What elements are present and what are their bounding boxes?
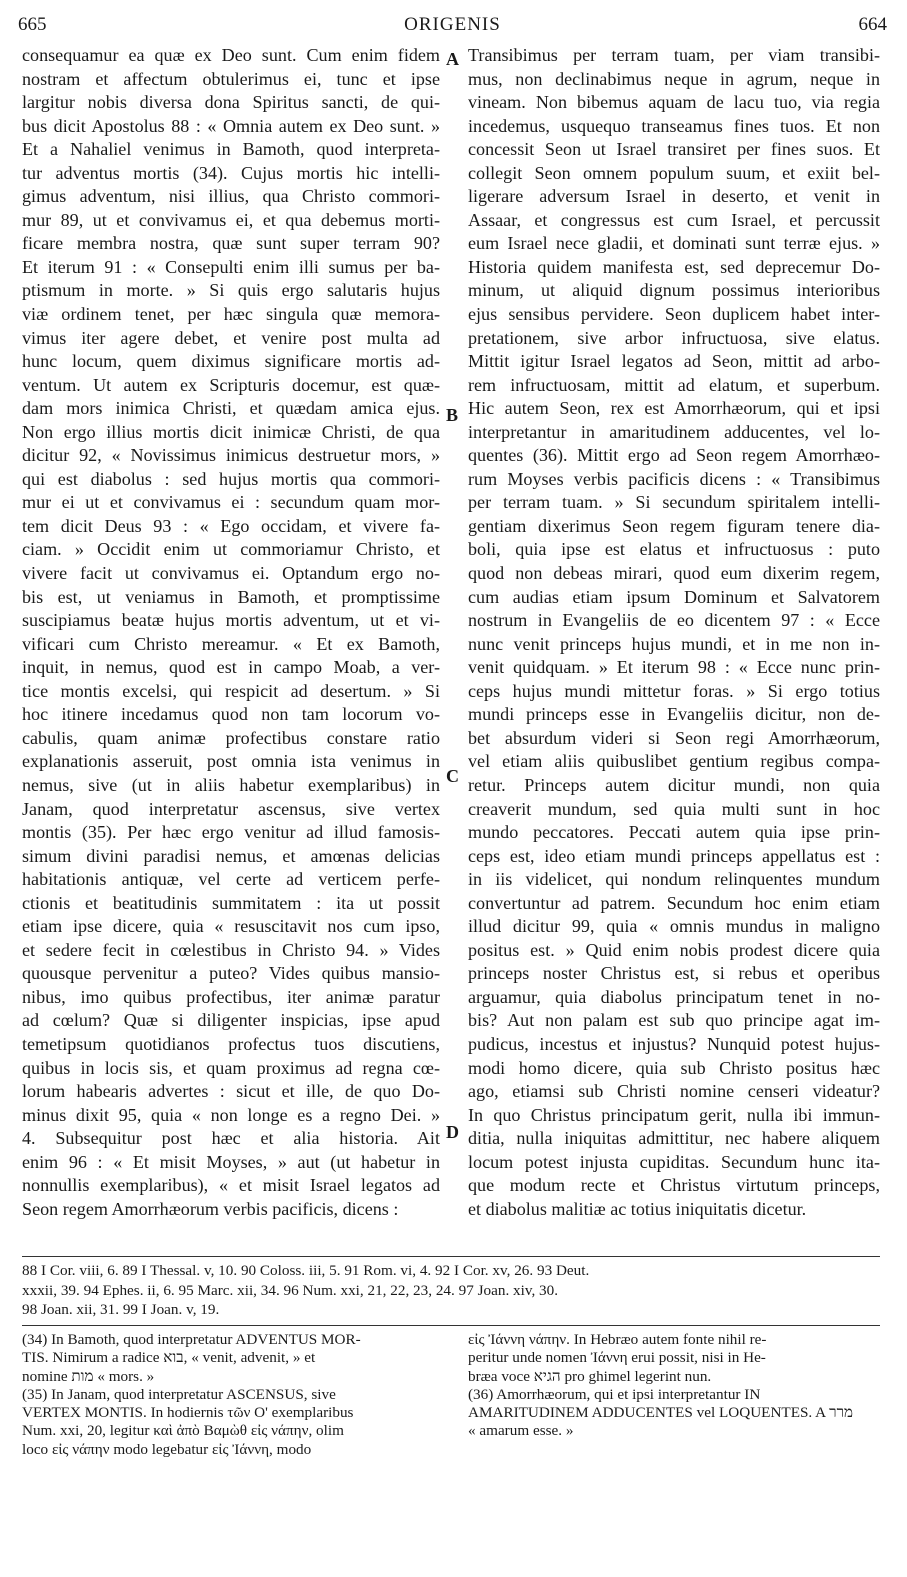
text-line: ficare membra nostra, quæ sunt super terram 90? [22,233,440,254]
note-line: TIS. Nimirum a radice בוא, « venit, advenit, » et [22,1349,316,1367]
text-line: ceps hujus mundi mittetur foras. » Si ergo totius [468,680,880,701]
text-line: bis est, ut veniamus in Bamoth, et promptissime [22,586,440,607]
text-line: tem dicit Deus 93 : « Ego occidam, et vivere fa- [22,515,440,536]
text-line: et diabolus malitiæ ac totius iniquitatis dicetur. [468,1198,807,1219]
note-line: Num. xxi, 20, legitur καὶ ἀπὸ Βαμὼθ εἰς νάπην, olim [22,1422,344,1440]
notes-rule [22,1325,880,1326]
text-line: quod non debeas mirari, quod eum dixerim regem, [468,563,880,584]
text-line: concessit Seon ut Israel transiret per fines suos. Et [468,139,880,160]
text-line: consequamur ea quæ ex Deo sunt. Cum enim fidem [22,45,440,65]
notes-right-column [468,1331,880,1441]
text-line: ciam. » Occidit enim ut commoriamur Christo, et [22,539,440,560]
text-line: inquit, in nemus, quod est in campo Moab, a ver- [22,657,440,678]
note-line: loco εἰς νάπην modo legebatur εἰς Ἰάννη, modo [22,1440,312,1458]
text-line: vificari cum Christo mereamur. « Et ex Bamoth, [22,633,440,654]
text-line: arguamur, quia diabolus principatum tenet in no- [468,986,880,1007]
text-line: eum Israel nece gladii, et dominati sunt terræ ejus. » [468,233,880,254]
text-line: bis? Aut non palam est sub quo principe agat im- [468,1010,880,1031]
note-line: (35) In Janam, quod interpretatur ASCENSUS, sive [22,1385,336,1403]
page-number-right: 664 [858,14,887,35]
text-line: Et a Nahaliel venimus in Bamoth, quod interpreta- [22,139,440,160]
text-line: nonnullis exemplaribus), « et misit Israel legatos ad [22,1175,440,1196]
text-line: mundi princeps esse in Evangeliis dicitur, non de- [468,704,880,725]
text-line: Non ergo illius mortis dicit inimicæ Christi, de qua [22,421,440,442]
notes-left-column [22,1331,442,1459]
text-line: collegit Seon omnem populum suum, et exiit bel- [468,162,880,183]
text-line: nemus, sive (ut in aliis habetur exemplaribus) in [22,774,440,795]
text-line: locum potest injusta cupiditas. Secundum hunc ita- [468,1151,880,1172]
text-line: mundo peccatores. Peccati autem quia ipse prin- [468,822,880,843]
margin-marker-b: B [446,405,459,425]
text-line: interpretantur in amaritudinem adducentes, vel lo- [468,421,880,442]
note-line: (36) Amorrhæorum, qui et ipsi interpretantur IN [468,1385,761,1403]
margin-marker-a: A [446,49,459,69]
footnote-reference-line: 98 Joan. xii, 31. 99 I Joan. v, 19. [22,1301,220,1318]
text-line: boli, quia ipse est elatus et infructuosus : puto [468,539,880,560]
text-line: In quo Christus principatum gerit, nulla ibi immun- [468,1104,880,1125]
text-line: suscipiamus beatæ hujus mortis adventum, ut et vi- [22,610,440,631]
note-line: AMARITUDINEM ADDUCENTES vel LOQUENTES. A מרר [468,1404,854,1422]
text-line: ventum. Ut autem ex Scripturis docemur, est quæ- [22,374,440,395]
text-line: Seon regem Amorrhæorum verbis pacificis, dicens : [22,1198,399,1219]
text-line: cabulis, quam animæ profectibus constare ratio [22,727,440,748]
text-line: hunc locum, quem diximus significare mortis ad- [22,351,440,372]
text-line: princeps noster Christus est, si rebus et operibus [468,963,880,984]
text-line: hoc itinere incedamus quod non tam locorum vo- [22,704,440,725]
note-line: VERTEX MONTIS. In hodiernis τῶν Ο' exemplaribus [22,1404,354,1422]
text-line: ditia, nulla iniquitas admittitur, nec habere aliquem [468,1128,880,1149]
text-line: 4. Subsequitur post hæc et alia historia. Ait [22,1128,440,1149]
text-line: enim 96 : « Et misit Moyses, » aut (ut habetur in [22,1151,440,1172]
text-line: mus, non declinabimus neque in agrum, neque in [468,68,880,89]
text-line: positus est. » Quid enim nobis prodest dicere quia [468,939,880,960]
text-line: rum Moyses verbis pacificis dicens : « Transibimus [468,468,880,489]
text-line: temetipsum quotidianos profectus tuos discutiens, [22,1033,440,1054]
text-line: qui est diabolus : sed hujus mortis qua commori- [22,468,440,489]
text-line: et sedere fecit in cœlestibus in Christo 94. » Vides [22,939,440,960]
footnote-reference-line: 88 I Cor. viii, 6. 89 I Thessal. v, 10. 90 Coloss. iii, 5. 91 Rom. vi, 4. 92 I Cor. xv, 26. 93 Deut. [22,1262,590,1279]
text-line: per terram tuam. » Si secundum spiritalem intelli- [468,492,880,513]
text-line: ejus sensibus pervidere. Seon duplicem habet inter- [468,304,880,325]
text-line: ptismum in morte. » Si quis ergo salutaris hujus [22,280,440,301]
right-text-column [468,44,880,1221]
text-line: ago, etiamsi sub Christi nomine censeri videatur? [468,1081,880,1102]
text-line: etiam ipse dicere, quia « resuscitavit nos cum ipso, [22,916,440,937]
running-title: ORIGENIS [404,14,501,35]
text-line: Hic autem Seon, rex est Amorrhæorum, qui et ipsi [468,398,880,419]
text-line: montis (35). Per hæc ergo venitur ad illud famosis- [22,822,440,843]
text-line: quentes (36). Mittit ergo ad Seon regem Amorrhæo- [468,445,880,466]
text-line: mur 89, ut et convivamus ei, et qua debemus morti- [22,209,440,230]
text-line: simum divini paradisi nemus, et amœnas delicias [22,845,440,866]
text-line: gentiam dixerimus Seon regem figuram tenere dia- [468,515,880,536]
text-line: quousque pervenitur a puteo? Vides quibus mansio- [22,963,440,984]
text-line: nibus, imo quibus profectibus, iter animæ paratur [22,986,440,1007]
text-line: pudicus, incestus et injustus? Nunquid potest hujus- [468,1033,880,1054]
text-line: nostrum in Evangeliis de eo dicentem 97 : « Ecce [468,610,880,631]
text-line: nunc venit princeps hujus mundi, et in me non in- [468,633,880,654]
text-line: Historia quidem manifesta est, sed deprecemur Do- [468,256,880,277]
text-line: vel etiam aliis quibuslibet gentium regibus compa- [468,751,880,772]
text-line: Et iterum 91 : « Consepulti enim illi sumus per ba- [22,256,440,277]
text-line: mur ei ut et convivamus ei : secundum quam mor- [22,492,440,513]
text-line: quibus in locis sis, et quam proximus ad regna cœ- [22,1057,440,1078]
text-line: vimus iter agere debet, et venire post multa ad [22,327,440,348]
text-line: vineam. Non bibemus aquam de lacu tuo, via regia [468,92,880,113]
text-line: tice montis excelsi, qui respicit ad desertum. » Si [22,680,440,701]
text-line: ctionis et beatitudinis summitatem : ita ut possit [22,892,440,913]
text-line: in iis videlicet, qui nondum relinquentes mundum [468,869,880,890]
note-line: εἰς Ἰάννη νάπην. In Hebræo autem fonte nihil re- [468,1331,767,1348]
footnote-references [22,1261,880,1320]
text-line: modi homo dicere, quia sub Christo positus hæc [468,1057,880,1078]
left-text-column [22,44,440,1221]
margin-marker-d: D [446,1122,459,1142]
text-line: que modum recte et Christus virtutum princeps, [468,1175,880,1196]
page-number-left: 665 [18,14,47,35]
text-line: cum audias etiam ipsum Dominum et Salvatorem [468,586,880,607]
text-line: vivere facit ut convivamus ei. Optandum ergo no- [22,563,440,584]
text-line: ad cœlum? Quæ si diligenter inspicias, ipse apud [22,1010,440,1031]
note-line: bræa voce הגיא pro ghimel legerint nun. [468,1367,712,1385]
footnote-rule [22,1256,880,1257]
note-line: nomine מות « mors. » [22,1367,155,1385]
text-line: dicitur 92, « Novissimus inimicus destruetur mors, » [22,445,440,466]
text-line: creaverit mundum, sed quia multi sunt in hoc [468,798,880,819]
text-line: Janam, quod interpretatur ascensus, sive vertex [22,798,440,819]
note-line: peritur unde nomen Ἰάννη erui possit, nisi in He- [468,1349,766,1367]
text-line: Transibimus per terram tuam, per viam transibi- [468,45,880,65]
running-header [18,14,887,38]
text-line: convertuntur ad patrem. Secundum hoc enim etiam [468,892,880,913]
note-line: (34) In Bamoth, quod interpretatur ADVENTUS MOR- [22,1331,361,1348]
text-line: habitationis antiquæ, vel certe ad verticem perfe- [22,869,440,890]
text-line: ligerare adversum Israel in deserto, et venit in [468,186,880,207]
text-line: venit quidquam. » Et iterum 98 : « Ecce nunc prin- [468,657,880,678]
text-line: pretationem, sive arbor infructuosa, sive elatus. [468,327,880,348]
text-line: dam mors inimica Christi, et quædam amica ejus. [22,398,440,419]
text-line: nostram et affectum obtulerimus ei, tunc et ipse [22,68,440,89]
text-line: tur adventus mortis (34). Cujus mortis hic intelli- [22,162,440,183]
note-line: « amarum esse. » [468,1422,574,1440]
text-line: lorum habearis advertes : sicut et ille, de quo Do- [22,1081,440,1102]
text-line: retur. Princeps autem dicitur mundi, non quia [468,774,880,795]
text-line: Mittit igitur Israel legatos ad Seon, mittit ad arbo- [468,351,880,372]
text-line: Assaar, et congressus est cum Israel, et percussit [468,209,880,230]
text-line: explanationis asseruit, post omnia ista venimus in [22,751,440,772]
text-line: viæ ordinem tenet, per hæc singula quæ memora- [22,304,440,325]
text-line: minus dixit 95, quia « non longe es a regno Dei. » [22,1104,440,1125]
text-line: incedemus, usquequo transeamus fines tuos. Et non [468,115,880,136]
text-line: largitur nobis diversa dona Spiritus sancti, de qui- [22,92,440,113]
text-line: ceps est, ideo etiam mundi princeps appellatus est : [468,845,880,866]
text-line: illud dicitur 99, quia « omnis mundus in maligno [468,916,880,937]
margin-marker-c: C [446,766,459,786]
text-line: rem infructuosam, mittit ad elatum, et superbum. [468,374,880,395]
text-line: bet absurdum videri si Seon regi Amorrhæorum, [468,727,880,748]
text-line: minum, ut aliquid dignum possimus interioribus [468,280,880,301]
text-line: bus dicit Apostolus 88 : « Omnia autem ex Deo sunt. » [22,115,440,136]
text-line: gimus adventum, nisi illius, qua Christo commori- [22,186,440,207]
footnote-reference-line: xxxii, 39. 94 Ephes. ii, 6. 95 Marc. xii, 34. 96 Num. xxi, 21, 22, 23, 24. 97 Joan. xiv, 30. [22,1281,559,1299]
